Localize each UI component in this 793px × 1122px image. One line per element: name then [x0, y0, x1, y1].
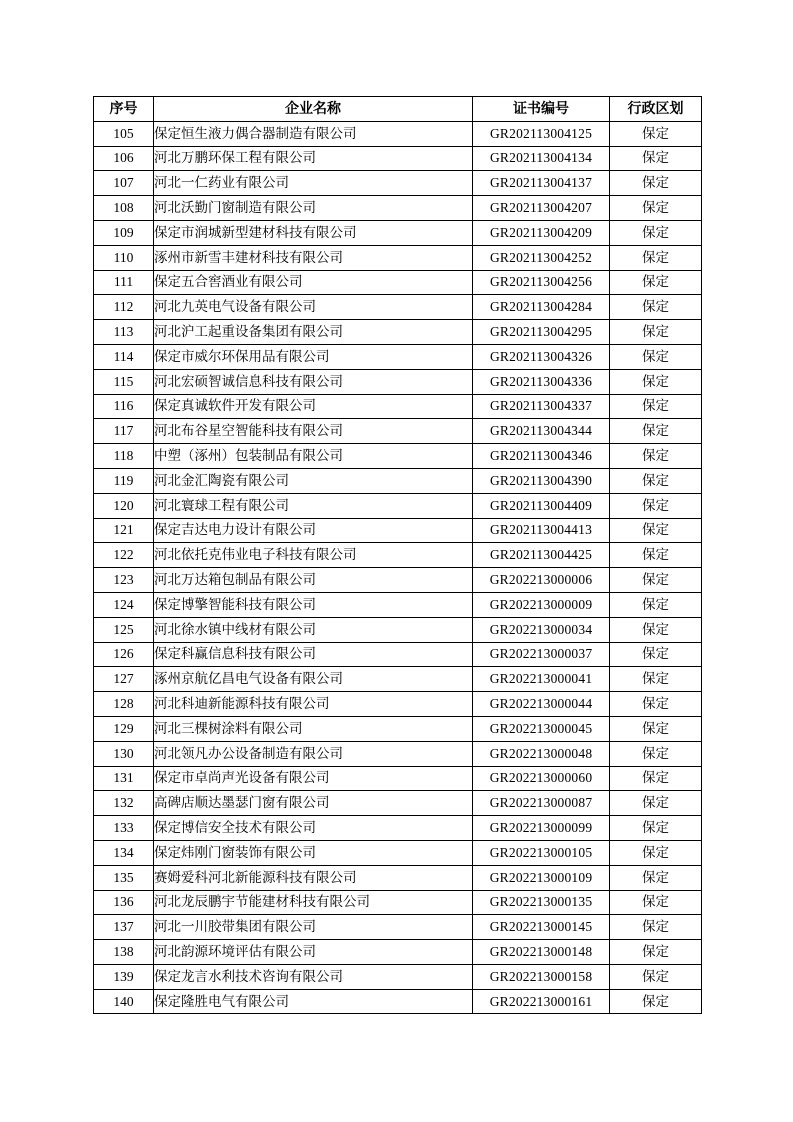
row-seq-cell: 116	[94, 394, 154, 419]
row-certificate-number-cell: GR202113004425	[473, 543, 610, 568]
row-region-cell: 保定	[610, 816, 702, 841]
row-certificate-number-cell: GR202213000161	[473, 989, 610, 1014]
row-seq-cell: 130	[94, 741, 154, 766]
row-company-name-cell: 河北韵源环境评估有限公司	[154, 940, 473, 965]
table-row	[94, 692, 702, 717]
row-region-cell: 保定	[610, 245, 702, 270]
table-row	[94, 840, 702, 865]
row-company-name-cell: 保定博信安全技术有限公司	[154, 816, 473, 841]
row-seq-cell: 129	[94, 716, 154, 741]
row-company-name-cell: 保定科赢信息科技有限公司	[154, 642, 473, 667]
row-certificate-number-cell: GR202113004326	[473, 344, 610, 369]
row-company-name-cell: 保定市润城新型建材科技有限公司	[154, 220, 473, 245]
row-seq-cell: 106	[94, 146, 154, 171]
row-seq-cell: 123	[94, 568, 154, 593]
row-company-name-cell: 保定恒生液力偶合器制造有限公司	[154, 121, 473, 146]
row-seq-cell: 132	[94, 791, 154, 816]
row-region-cell: 保定	[610, 121, 702, 146]
row-seq-cell: 134	[94, 840, 154, 865]
row-region-cell: 保定	[610, 320, 702, 345]
row-seq-cell: 122	[94, 543, 154, 568]
row-company-name-cell: 保定五合窖酒业有限公司	[154, 270, 473, 295]
row-company-name-cell: 保定市威尔环保用品有限公司	[154, 344, 473, 369]
row-seq-cell: 107	[94, 171, 154, 196]
row-certificate-number-cell: GR202213000009	[473, 592, 610, 617]
row-seq-cell: 112	[94, 295, 154, 320]
row-company-name-cell: 河北金汇陶瓷有限公司	[154, 468, 473, 493]
row-seq-cell: 127	[94, 667, 154, 692]
row-region-cell: 保定	[610, 444, 702, 469]
row-company-name-cell: 河北万达箱包制品有限公司	[154, 568, 473, 593]
table-row	[94, 741, 702, 766]
table-body	[94, 121, 702, 1014]
row-certificate-number-cell: GR202113004207	[473, 196, 610, 221]
row-seq-cell: 131	[94, 766, 154, 791]
row-company-name-cell: 涿州市新雪丰建材科技有限公司	[154, 245, 473, 270]
row-seq-cell: 114	[94, 344, 154, 369]
row-region-cell: 保定	[610, 369, 702, 394]
row-company-name-cell: 保定真诚软件开发有限公司	[154, 394, 473, 419]
table-row	[94, 989, 702, 1014]
row-seq-cell: 108	[94, 196, 154, 221]
row-certificate-number-cell: GR202213000105	[473, 840, 610, 865]
row-region-cell: 保定	[610, 146, 702, 171]
row-region-cell: 保定	[610, 791, 702, 816]
table-row	[94, 568, 702, 593]
header-region: 行政区划	[610, 97, 702, 122]
table-row	[94, 220, 702, 245]
table-row	[94, 518, 702, 543]
row-certificate-number-cell: GR202113004346	[473, 444, 610, 469]
row-certificate-number-cell: GR202113004336	[473, 369, 610, 394]
row-certificate-number-cell: GR202113004209	[473, 220, 610, 245]
row-company-name-cell: 河北一川胶带集团有限公司	[154, 915, 473, 940]
row-certificate-number-cell: GR202213000037	[473, 642, 610, 667]
table-row	[94, 344, 702, 369]
row-company-name-cell: 河北领凡办公设备制造有限公司	[154, 741, 473, 766]
row-region-cell: 保定	[610, 543, 702, 568]
row-company-name-cell: 保定市卓尚声光设备有限公司	[154, 766, 473, 791]
row-seq-cell: 133	[94, 816, 154, 841]
table-row	[94, 444, 702, 469]
table-row	[94, 964, 702, 989]
row-company-name-cell: 河北沪工起重设备集团有限公司	[154, 320, 473, 345]
row-company-name-cell: 河北寰球工程有限公司	[154, 493, 473, 518]
row-seq-cell: 117	[94, 419, 154, 444]
row-certificate-number-cell: GR202213000044	[473, 692, 610, 717]
row-company-name-cell: 保定炜刚门窗装饰有限公司	[154, 840, 473, 865]
row-region-cell: 保定	[610, 915, 702, 940]
table-row	[94, 394, 702, 419]
row-seq-cell: 110	[94, 245, 154, 270]
row-region-cell: 保定	[610, 692, 702, 717]
row-seq-cell: 120	[94, 493, 154, 518]
row-region-cell: 保定	[610, 518, 702, 543]
row-seq-cell: 137	[94, 915, 154, 940]
row-certificate-number-cell: GR202213000135	[473, 890, 610, 915]
row-seq-cell: 128	[94, 692, 154, 717]
table-row	[94, 617, 702, 642]
table-row	[94, 865, 702, 890]
row-seq-cell: 139	[94, 964, 154, 989]
table-row	[94, 915, 702, 940]
table-row	[94, 245, 702, 270]
row-seq-cell: 118	[94, 444, 154, 469]
table-row	[94, 171, 702, 196]
row-company-name-cell: 河北一仁药业有限公司	[154, 171, 473, 196]
row-certificate-number-cell: GR202113004125	[473, 121, 610, 146]
row-region-cell: 保定	[610, 493, 702, 518]
row-region-cell: 保定	[610, 890, 702, 915]
table-row	[94, 419, 702, 444]
row-seq-cell: 109	[94, 220, 154, 245]
row-certificate-number-cell: GR202113004134	[473, 146, 610, 171]
row-region-cell: 保定	[610, 344, 702, 369]
header-seq: 序号	[94, 97, 154, 122]
row-company-name-cell: 河北布谷星空智能科技有限公司	[154, 419, 473, 444]
row-region-cell: 保定	[610, 716, 702, 741]
row-region-cell: 保定	[610, 220, 702, 245]
row-certificate-number-cell: GR202113004344	[473, 419, 610, 444]
row-seq-cell: 124	[94, 592, 154, 617]
header-company-name: 企业名称	[154, 97, 473, 122]
row-company-name-cell: 高碑店顺达墨瑟门窗有限公司	[154, 791, 473, 816]
table-row	[94, 791, 702, 816]
row-seq-cell: 121	[94, 518, 154, 543]
row-region-cell: 保定	[610, 940, 702, 965]
table-row	[94, 642, 702, 667]
row-certificate-number-cell: GR202213000034	[473, 617, 610, 642]
row-company-name-cell: 河北宏硕智诚信息科技有限公司	[154, 369, 473, 394]
row-company-name-cell: 河北三棵树涂料有限公司	[154, 716, 473, 741]
table-row	[94, 121, 702, 146]
table-row	[94, 196, 702, 221]
row-seq-cell: 115	[94, 369, 154, 394]
row-region-cell: 保定	[610, 270, 702, 295]
row-seq-cell: 138	[94, 940, 154, 965]
row-region-cell: 保定	[610, 964, 702, 989]
row-company-name-cell: 赛姆爱科河北新能源科技有限公司	[154, 865, 473, 890]
table-row	[94, 493, 702, 518]
table-header-row	[94, 97, 702, 122]
table-row	[94, 940, 702, 965]
row-company-name-cell: 河北九英电气设备有限公司	[154, 295, 473, 320]
row-seq-cell: 140	[94, 989, 154, 1014]
table-row	[94, 667, 702, 692]
certificate-table	[93, 96, 702, 1014]
row-region-cell: 保定	[610, 865, 702, 890]
row-company-name-cell: 中塑（涿州）包装制品有限公司	[154, 444, 473, 469]
table-row	[94, 270, 702, 295]
row-region-cell: 保定	[610, 840, 702, 865]
table-row	[94, 320, 702, 345]
row-seq-cell: 125	[94, 617, 154, 642]
row-seq-cell: 119	[94, 468, 154, 493]
row-region-cell: 保定	[610, 617, 702, 642]
row-region-cell: 保定	[610, 171, 702, 196]
row-seq-cell: 126	[94, 642, 154, 667]
row-region-cell: 保定	[610, 568, 702, 593]
row-certificate-number-cell: GR202213000006	[473, 568, 610, 593]
row-region-cell: 保定	[610, 667, 702, 692]
row-company-name-cell: 保定隆胜电气有限公司	[154, 989, 473, 1014]
row-region-cell: 保定	[610, 419, 702, 444]
row-company-name-cell: 河北科迪新能源科技有限公司	[154, 692, 473, 717]
row-seq-cell: 136	[94, 890, 154, 915]
row-certificate-number-cell: GR202213000087	[473, 791, 610, 816]
row-certificate-number-cell: GR202113004390	[473, 468, 610, 493]
row-seq-cell: 111	[94, 270, 154, 295]
row-certificate-number-cell: GR202113004256	[473, 270, 610, 295]
row-region-cell: 保定	[610, 394, 702, 419]
row-company-name-cell: 河北沃勤门窗制造有限公司	[154, 196, 473, 221]
row-company-name-cell: 河北徐水镇中线材有限公司	[154, 617, 473, 642]
table-row	[94, 543, 702, 568]
header-certificate-number: 证书编号	[473, 97, 610, 122]
row-company-name-cell: 保定龙言水利技术咨询有限公司	[154, 964, 473, 989]
row-company-name-cell: 河北万鹏环保工程有限公司	[154, 146, 473, 171]
row-certificate-number-cell: GR202113004409	[473, 493, 610, 518]
row-certificate-number-cell: GR202113004284	[473, 295, 610, 320]
row-certificate-number-cell: GR202213000145	[473, 915, 610, 940]
row-seq-cell: 135	[94, 865, 154, 890]
row-certificate-number-cell: GR202113004413	[473, 518, 610, 543]
row-certificate-number-cell: GR202113004295	[473, 320, 610, 345]
row-certificate-number-cell: GR202113004337	[473, 394, 610, 419]
row-certificate-number-cell: GR202213000048	[473, 741, 610, 766]
row-company-name-cell: 保定吉达电力设计有限公司	[154, 518, 473, 543]
table-row	[94, 716, 702, 741]
row-certificate-number-cell: GR202213000158	[473, 964, 610, 989]
row-company-name-cell: 河北龙辰鹏宇节能建材科技有限公司	[154, 890, 473, 915]
row-region-cell: 保定	[610, 766, 702, 791]
row-certificate-number-cell: GR202113004252	[473, 245, 610, 270]
row-company-name-cell: 保定博擎智能科技有限公司	[154, 592, 473, 617]
row-seq-cell: 105	[94, 121, 154, 146]
table-row	[94, 766, 702, 791]
row-region-cell: 保定	[610, 468, 702, 493]
table-row	[94, 468, 702, 493]
row-region-cell: 保定	[610, 295, 702, 320]
table-row	[94, 295, 702, 320]
row-region-cell: 保定	[610, 196, 702, 221]
row-certificate-number-cell: GR202213000060	[473, 766, 610, 791]
row-company-name-cell: 河北依托克伟业电子科技有限公司	[154, 543, 473, 568]
row-certificate-number-cell: GR202113004137	[473, 171, 610, 196]
row-certificate-number-cell: GR202213000148	[473, 940, 610, 965]
row-seq-cell: 113	[94, 320, 154, 345]
row-region-cell: 保定	[610, 642, 702, 667]
row-company-name-cell: 涿州京航亿昌电气设备有限公司	[154, 667, 473, 692]
row-certificate-number-cell: GR202213000045	[473, 716, 610, 741]
row-region-cell: 保定	[610, 741, 702, 766]
row-region-cell: 保定	[610, 989, 702, 1014]
table-row	[94, 890, 702, 915]
row-region-cell: 保定	[610, 592, 702, 617]
table-row	[94, 816, 702, 841]
table-row	[94, 369, 702, 394]
row-certificate-number-cell: GR202213000041	[473, 667, 610, 692]
table-row	[94, 146, 702, 171]
table-row	[94, 592, 702, 617]
row-certificate-number-cell: GR202213000099	[473, 816, 610, 841]
row-certificate-number-cell: GR202213000109	[473, 865, 610, 890]
